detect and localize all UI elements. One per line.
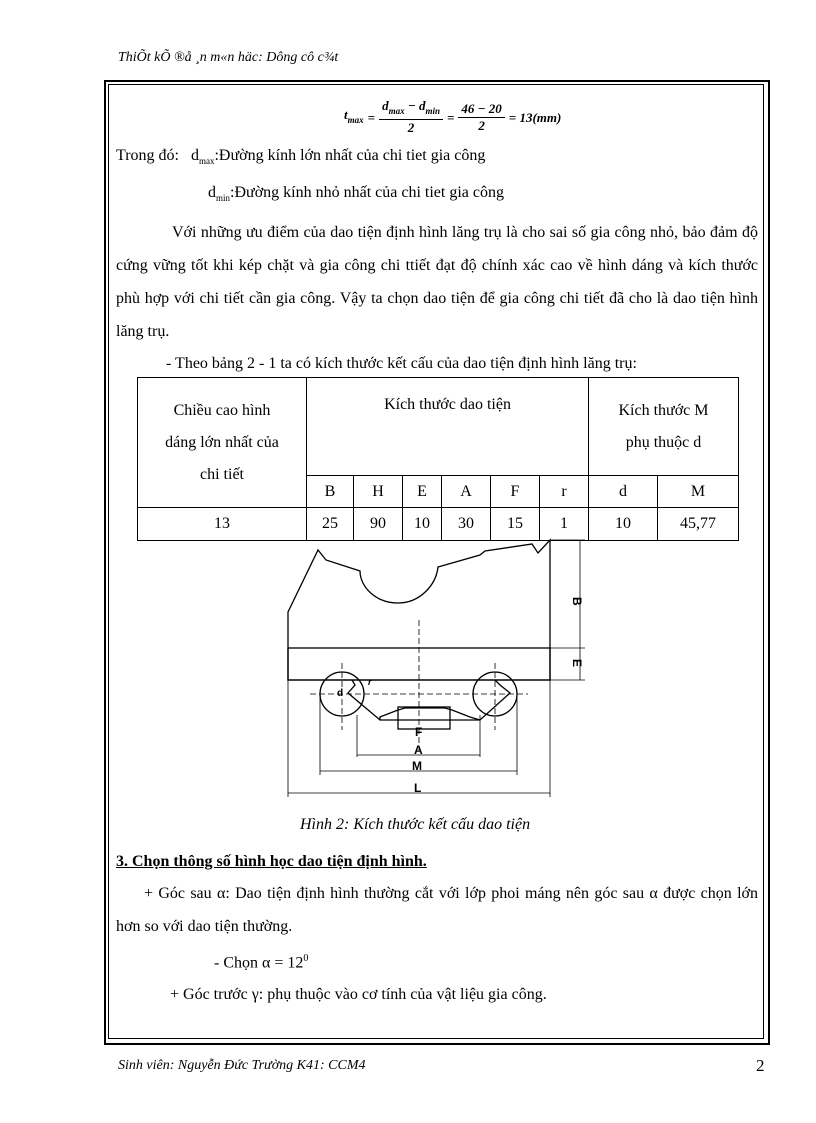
tool-dimensions-table (137, 377, 739, 541)
page-header: ThiÕt kÕ ®å ¸n m«n häc: Dông cô c¾t (118, 50, 339, 65)
page-number: 2 (756, 1056, 765, 1075)
label-e: E (570, 659, 584, 668)
header-tool-dimensions: Kích thước dao tiện (307, 378, 589, 476)
page-footer: Sinh viên: Nguyễn Đức Trường K41: CCM4 (118, 1058, 366, 1073)
section-geometry (116, 846, 758, 1011)
subheader-a: A (442, 476, 491, 508)
paragraph-table-intro: - Theo bảng 2 - 1 ta có kích thước kết cấu của dao tiện định hình lăng trụ: (166, 355, 637, 372)
section-title: 3. Chọn thông số hình học dao tiện định hình. (116, 853, 427, 870)
main-content (116, 96, 758, 379)
subheader-r: r (540, 476, 589, 508)
label-a: A (414, 743, 423, 757)
alpha-paragraph: + Góc sau α: Dao tiện định hình thường cắt với lớp phoi máng nên góc sau α được chọn lớn hơn so với dao tiện thường. (116, 885, 758, 935)
dmax-definition: Trong đó: $d_{max}:Đường$ kính lớn nhất của chi tiet gia công (116, 147, 486, 166)
label-f: F (415, 725, 423, 739)
label-r: r (368, 677, 372, 687)
subheader-m: M (658, 476, 739, 508)
subheader-d: d (589, 476, 658, 508)
header-m-depends-d: Kích thước M phụ thuộc d (589, 378, 739, 476)
label-b: B (570, 597, 584, 606)
table-row: 13 25 90 10 30 15 1 10 45,77 (138, 508, 739, 541)
label-l: L (414, 781, 422, 795)
formula-fraction-1: $\frac{d_{max} - d_{min}}{2}$ (379, 98, 443, 136)
subheader-e: E (403, 476, 442, 508)
dmin-definition: $d_{min}:Đường$ kính nhỏ nhất của chi tiet gia công (208, 184, 504, 203)
gamma-paragraph: + Góc trước γ: phụ thuộc vào cơ tính của vật liệu gia công. (170, 986, 547, 1004)
subheader-f: F (491, 476, 540, 508)
label-d: d (337, 688, 344, 699)
figure-caption: Hình 2: Kích thước kết cấu dao tiện (300, 816, 531, 833)
formula-fraction-2: $\frac{46 - 20}{2}$ (458, 101, 504, 134)
paragraph-advantages: Với những ưu điểm của dao tiện định hình lăng trụ là cho sai số gia công nhỏ, bảo đảm độ cứng vững tốt khi kép chặt và gia công chi ttiết đạt độ chính xác cao về hình dáng và kích thước phù hợp với chi tiết cần gia công. Vậy ta chọn dao tiện để gia công chi tiết đã cho là dao tiện hình lăng trụ. (116, 224, 758, 340)
subheader-b: B (307, 476, 354, 508)
depth-formula: $t_{max}$ = $\frac{d_{max} - d_{min}}{2}$ = $\frac{46 - 20}{2}$ = 13(mm) (344, 98, 562, 135)
tool-structure-figure (280, 535, 600, 805)
formula-lhs: $t_{max}$ (344, 106, 364, 125)
label-m: M (412, 759, 422, 773)
alpha-choice: - Chọn $\alpha = 12^0$ (214, 953, 309, 972)
header-part-height: Chiều cao hình dáng lớn nhất của chi tiết (138, 378, 307, 508)
formula-result: = 13(mm) (508, 109, 562, 125)
subheader-h: H (354, 476, 403, 508)
